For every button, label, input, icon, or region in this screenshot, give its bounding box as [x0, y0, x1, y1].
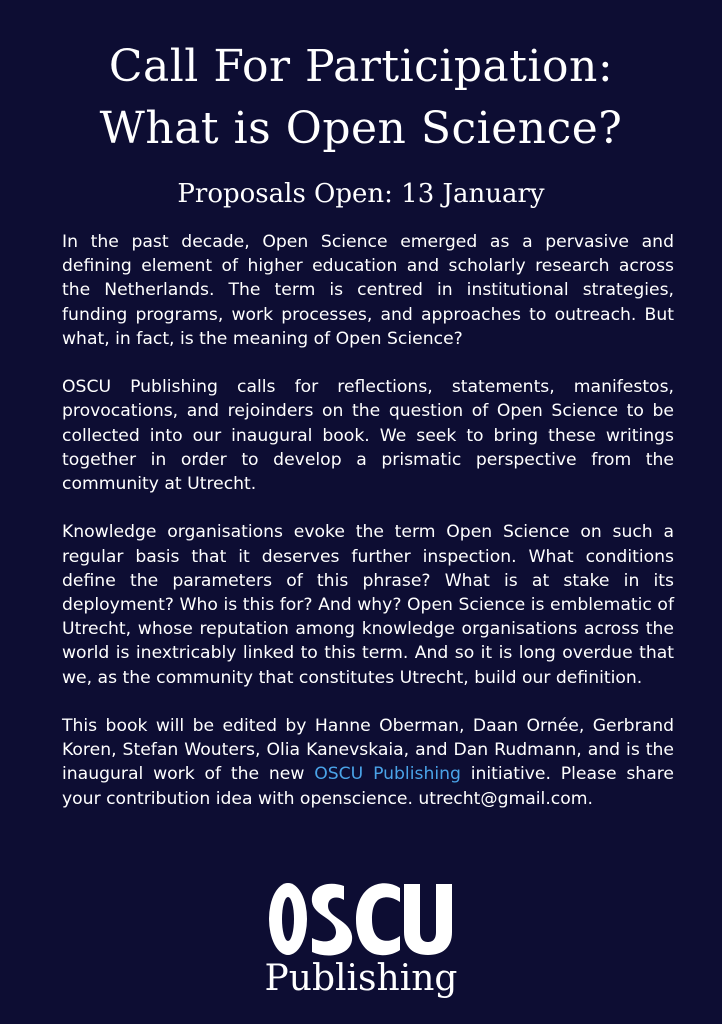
- oscu-publishing-link[interactable]: OSCU Publishing: [314, 764, 461, 785]
- logo-wordmark: Publishing: [264, 958, 458, 999]
- logo-letter-c: [356, 883, 400, 955]
- title-line-1: Call For Participation:: [108, 41, 614, 92]
- body-text: [62, 230, 674, 811]
- paragraph-call: OSCU Publishing calls for reflections, statements, manifestos, provocations, and rejoinders on the question of Open Science to be collected into our inaugural book. We seek to bring these writings together in order to develop a prismatic perspective from the community at Utrecht.: [62, 377, 674, 495]
- subtitle: Proposals Open: 13 January: [177, 179, 545, 209]
- logo-letter-s: [312, 884, 352, 956]
- paragraph-intro: In the past decade, Open Science emerged as a pervasive and defining element of higher education and scholarly research across the Netherlands. The term is centred in institutional strategies, funding programs, work processes, and approaches to outreach. But what, in fact, is the meaning of Open Science?: [62, 232, 674, 349]
- oscu-logo: [0, 882, 722, 1002]
- logo-letter-u: [404, 884, 452, 955]
- page-title: [0, 36, 722, 160]
- oscu-logo-mark: [268, 882, 454, 956]
- editors-text: This book will be edited by Hanne Oberman, Daan Ornée, Gerbrand Koren, Stefan Wouters, Olia Kanevskaia, and Dan Rudmann, and is the inaugural work of the new: [62, 716, 674, 785]
- title-line-2: What is Open Science?: [99, 103, 623, 154]
- contact-text: initiative. Please share your contribution idea with openscience. utrecht@gmail.com.: [62, 764, 674, 809]
- paragraph-editors: [62, 714, 674, 811]
- paragraph-inspection: Knowledge organisations evoke the term Open Science on such a regular basis that it deserves further inspection. What conditions define the parameters of this phrase? What is at stake in its deployment? Who is this for? And why? Open Science is emblematic of Utrecht, whose reputation among knowledge organisations across the world is inextricably linked to this term. And so it is long overdue that we, as the community that constitutes Utrecht, build our definition.: [62, 522, 674, 688]
